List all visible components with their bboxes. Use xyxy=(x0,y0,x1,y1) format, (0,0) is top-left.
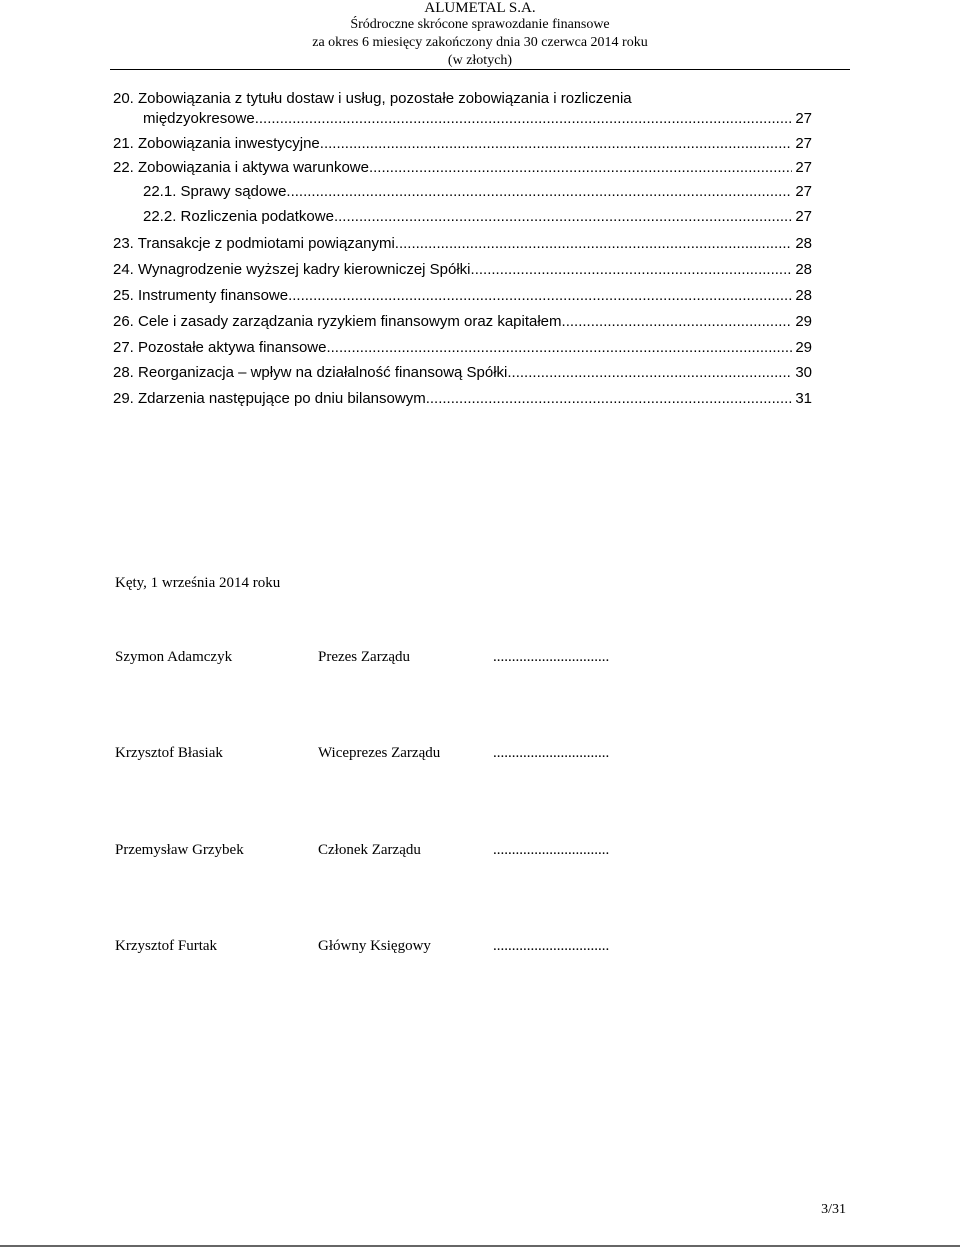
toc-item-20-line1[interactable]: 20. Zobowiązania z tytułu dostaw i usług, pozostałe zobowiązania i rozliczenia xyxy=(113,90,632,107)
toc-item-27[interactable] xyxy=(113,337,812,359)
toc-page-number: 31 xyxy=(795,390,812,407)
signature-line: ............................... xyxy=(493,938,610,954)
header-divider xyxy=(110,69,850,70)
page-number: 3/31 xyxy=(821,1202,846,1217)
toc-leader-dots xyxy=(507,362,792,384)
toc-item-label: 27. Pozostałe aktywa finansowe xyxy=(113,339,327,356)
toc-item-label: 26. Cele i zasady zarządzania ryzykiem finansowym oraz kapitałem xyxy=(113,313,562,330)
toc-page-number: 27 xyxy=(795,208,812,225)
toc-page-number: 27 xyxy=(795,159,812,176)
toc-leader-dots xyxy=(562,311,793,333)
toc-page-number: 27 xyxy=(795,110,812,127)
footer-divider xyxy=(0,1245,960,1247)
signatory-name: Krzysztof Błasiak xyxy=(115,745,223,761)
toc-item-23[interactable] xyxy=(113,233,812,255)
signature-line: ............................... xyxy=(493,649,610,665)
toc-item-20[interactable] xyxy=(143,108,812,130)
signature-row xyxy=(115,743,715,763)
toc-page-number: 28 xyxy=(795,261,812,278)
toc-item-22[interactable] xyxy=(113,157,812,179)
signatory-name: Krzysztof Furtak xyxy=(115,938,218,954)
toc-item-label: 23. Transakcje z podmiotami powiązanymi xyxy=(113,235,395,252)
toc-item-label: 24. Wynagrodzenie wyższej kadry kierowniczej Spółki xyxy=(113,261,471,278)
toc-item-label: 22.2. Rozliczenia podatkowe xyxy=(143,208,334,225)
toc-leader-dots xyxy=(334,206,792,228)
signature-row xyxy=(115,936,715,956)
report-title: Śródroczne skrócone sprawozdanie finansowe xyxy=(350,17,610,32)
place-and-date: Kęty, 1 września 2014 roku xyxy=(115,575,281,591)
signatory-name: Szymon Adamczyk xyxy=(115,649,233,665)
toc-page-number: 27 xyxy=(795,135,812,152)
toc-item-24[interactable] xyxy=(113,259,812,281)
toc-leader-dots xyxy=(255,108,793,130)
toc-leader-dots xyxy=(320,133,793,155)
company-name: ALUMETAL S.A. xyxy=(424,0,536,16)
signature-line: ............................... xyxy=(493,745,610,761)
toc-item-label: 21. Zobowiązania inwestycyjne xyxy=(113,135,320,152)
toc-page-number: 27 xyxy=(795,183,812,200)
toc-leader-dots xyxy=(326,337,792,359)
toc-page-number: 28 xyxy=(795,287,812,304)
toc-item-22-1[interactable] xyxy=(143,181,812,203)
toc-item-label: 22. Zobowiązania i aktywa warunkowe xyxy=(113,159,369,176)
signatory-name: Przemysław Grzybek xyxy=(115,842,244,858)
toc-item-22-2[interactable] xyxy=(143,206,812,228)
signatory-role: Główny Księgowy xyxy=(318,938,431,954)
toc-item-26[interactable] xyxy=(113,311,812,333)
toc-leader-dots xyxy=(288,285,792,307)
toc-leader-dots xyxy=(426,388,793,410)
signatory-role: Członek Zarządu xyxy=(318,842,421,858)
signature-line: ............................... xyxy=(493,842,610,858)
report-period: za okres 6 miesięcy zakończony dnia 30 czerwca 2014 roku xyxy=(312,35,648,50)
signature-row xyxy=(115,840,715,860)
toc-leader-dots xyxy=(395,233,793,255)
currency-note: (w złotych) xyxy=(447,53,513,68)
toc-item-28[interactable] xyxy=(113,362,812,384)
toc-item-label: międzyokresowe xyxy=(143,110,255,127)
toc-item-29[interactable] xyxy=(113,388,812,410)
toc-item-25[interactable] xyxy=(113,285,812,307)
toc-item-label: 28. Reorganizacja – wpływ na działalność finansową Spółki xyxy=(113,364,508,381)
toc-item-21[interactable] xyxy=(113,133,812,155)
toc-leader-dots xyxy=(471,259,793,281)
toc-page-number: 29 xyxy=(795,339,812,356)
signature-row xyxy=(115,647,715,667)
signatory-role: Wiceprezes Zarządu xyxy=(318,745,441,761)
signatory-role: Prezes Zarządu xyxy=(318,649,411,665)
toc-page-number: 28 xyxy=(795,235,812,252)
toc-page-number: 29 xyxy=(795,313,812,330)
toc-item-label: 29. Zdarzenia następujące po dniu bilansowym xyxy=(113,390,426,407)
toc-item-label: 22.1. Sprawy sądowe xyxy=(143,183,287,200)
toc-leader-dots xyxy=(286,181,792,203)
toc-page-number: 30 xyxy=(795,364,812,381)
toc-leader-dots xyxy=(369,157,792,179)
toc-item-label: 25. Instrumenty finansowe xyxy=(113,287,289,304)
